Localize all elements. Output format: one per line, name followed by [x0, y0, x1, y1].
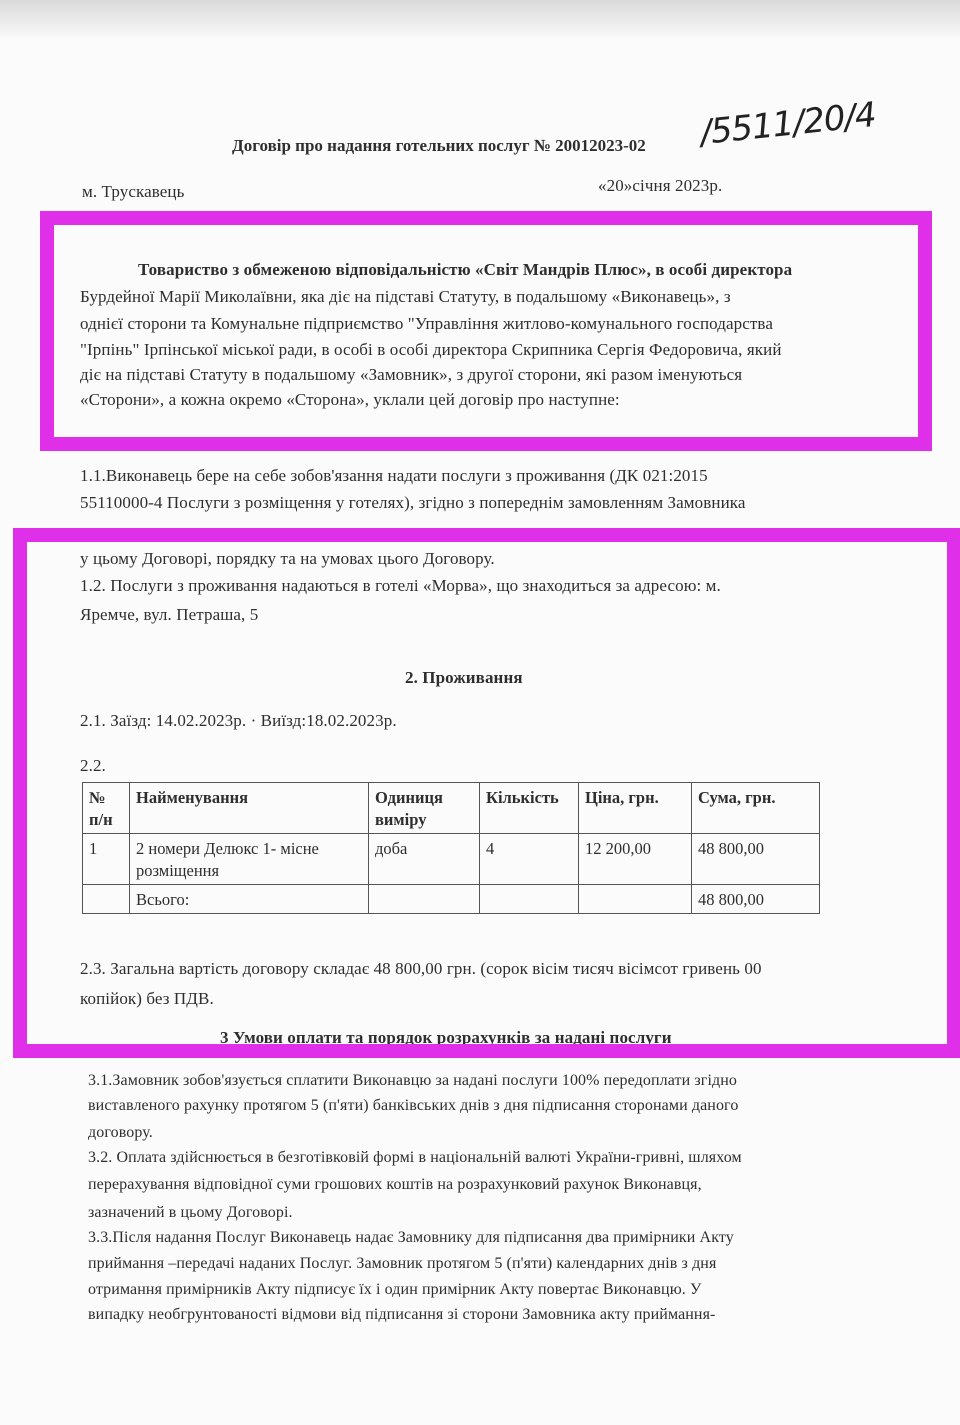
contract-title: Договір про надання готельних послуг № 20012023-02 [232, 136, 646, 155]
preamble-line: діє на підставі Статуту в подальшому «Замовник», з другої сторони, які разом іменуються [80, 365, 743, 384]
col-header-sum: Сума, грн. [692, 783, 820, 834]
cell-name: 2 номери Делюкс 1- місне розміщення [130, 834, 369, 885]
preamble-line: однієї сторони та Комунальне підприємство "Управління житлово-комунального господарства [80, 314, 773, 333]
handwritten-registration-number: /5511/20/4 [698, 94, 878, 154]
preamble-line: Бурдейної Марії Миколаївни, яка діє на підставі Статуту, в подальшому «Виконавець», з [80, 287, 731, 306]
clause-3-3-cont: отримання примірників Акту підписує їх і один примірник Акту повертає Виконавцю. У [88, 1281, 702, 1298]
clause-1-1-cont: 55110000-4 Послуги з розміщення у готелях), згідно з попереднім замовленням Замовника [80, 493, 746, 512]
col-header-unit: Одиниця виміру [369, 783, 480, 834]
preamble-line: "Ірпінь" Ірпінської міської ради, в особі в особі директора Скрипника Сергія Федоровича, який [80, 340, 782, 359]
col-header-name: Найменування [130, 783, 369, 834]
preamble-line: Товариство з обмеженою відповідальністю «Світ Мандрів Плюс», в особі директора [138, 260, 793, 279]
cell-unit: доба [369, 834, 480, 885]
clause-3-1-end: договору. [88, 1124, 153, 1141]
cell-total-value: 48 800,00 [692, 885, 820, 914]
clause-3-2-cont: перерахування відповідної суми грошових коштів на розрахунковий рахунок Виконавця, [88, 1176, 702, 1193]
section-2-heading: 2. Проживання [405, 668, 523, 687]
clause-3-1: 3.1.Замовник зобов'язується сплатити Виконавцю за надані послуги 100% передоплати згідно [88, 1072, 737, 1089]
clause-3-3: 3.3.Після надання Послуг Виконавець надає Замовнику для підписання два примірники Акту [88, 1229, 734, 1246]
clause-2-3-cont: копійок) без ПДВ. [80, 989, 214, 1008]
clause-1-2-address: Яремче, вул. Петраша, 5 [80, 605, 259, 624]
cell-quantity: 4 [480, 834, 579, 885]
city: м. Трускавець [82, 182, 185, 201]
clause-1-1-end: у цьому Договорі, порядку та на умовах цього Договору. [80, 549, 495, 568]
highlight-box-terms [13, 528, 960, 1058]
cell-price: 12 200,00 [579, 834, 692, 885]
clause-3-2-end: зазначений в цьому Договорі. [88, 1204, 293, 1221]
col-header-number: № п/н [83, 783, 130, 834]
clause-1-1: 1.1.Виконавець бере на себе зобов'язання надати послуги з проживання (ДК 021:2015 [80, 466, 708, 485]
checkin-checkout: 2.1. Заїзд: 14.02.2023р. · Виїзд:18.02.2023р. [80, 711, 397, 730]
clause-3-2: 3.2. Оплата здійснюється в безготівковій формі в національній валюті України-гривні, шляхом [88, 1149, 742, 1166]
cell-sum: 48 800,00 [692, 834, 820, 885]
contract-date: «20»січня 2023р. [598, 176, 723, 195]
clause-3-3-cont: випадку необгрунтованості відмови від підписання зі сторони Замовника акту приймання- [88, 1306, 716, 1323]
clause-3-1-cont: виставленого рахунку протягом 5 (п'яти) банківських днів з дня підписання сторонами даного [88, 1097, 739, 1114]
col-header-price: Ціна, грн. [579, 783, 692, 834]
clause-2-3: 2.3. Загальна вартість договору складає 48 800,00 грн. (сорок вісім тисяч вісімсот гривень 00 [80, 959, 762, 978]
preamble-line: «Сторони», а кожна окремо «Сторона», уклали цей договір про наступне: [80, 390, 620, 409]
highlight-box-preamble [40, 211, 932, 451]
clause-3-3-cont: приймання –передачі наданих Послуг. Замовник протягом 5 (п'яти) календарних днів з дня [88, 1255, 717, 1272]
col-header-quantity: Кількість [480, 783, 579, 834]
clause-1-2: 1.2. Послуги з проживання надаються в готелі «Морва», що знаходиться за адресою: м. [80, 576, 721, 595]
cell-total-label: Всього: [130, 885, 369, 914]
section-3-heading: 3 Умови оплати та порядок розрахунків за надані послуги [220, 1028, 672, 1047]
cell-number: 1 [83, 834, 130, 885]
scan-shadow [0, 0, 960, 40]
table-label: 2.2. [80, 756, 106, 775]
